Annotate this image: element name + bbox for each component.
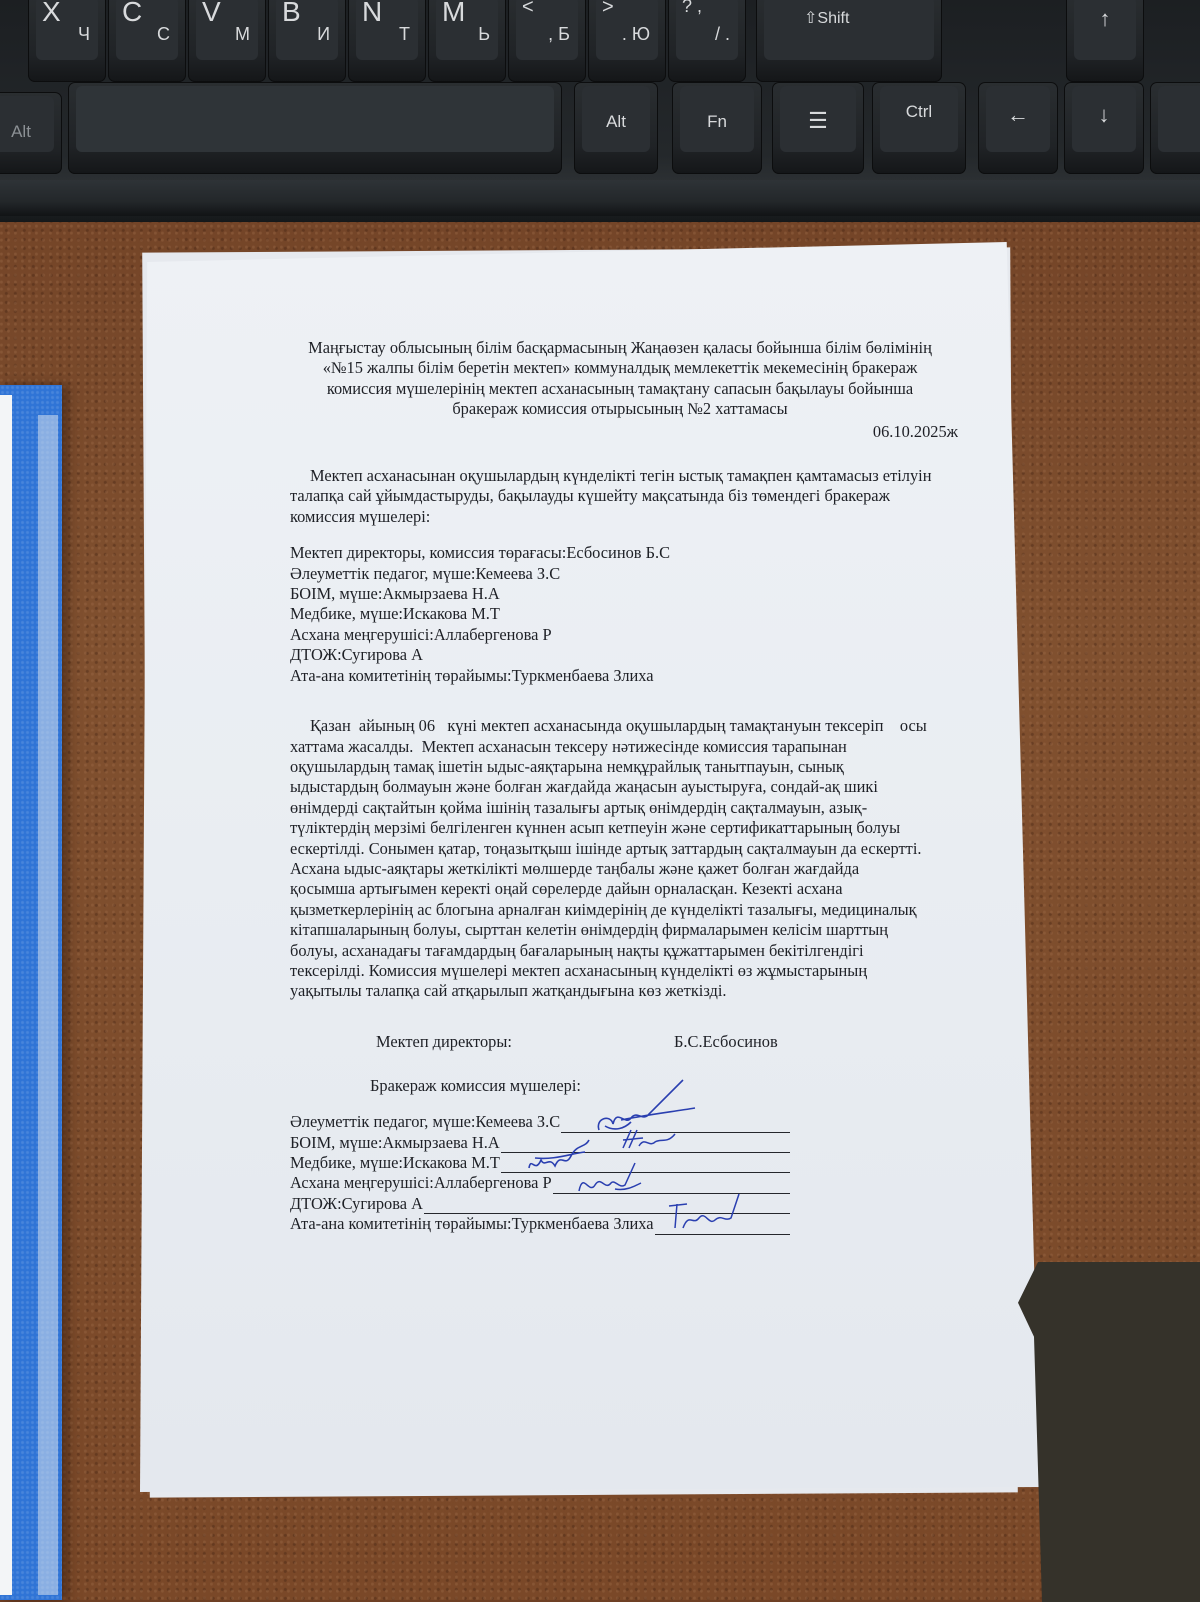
menu-icon: ☰ — [808, 108, 828, 133]
signature-label: Ата-ана комитетінің төрайымы:Туркменбаева Злиха — [290, 1214, 654, 1234]
signature-label: ДТОЖ:Сугирова А — [290, 1193, 423, 1213]
title-line: «№15 жалпы білім беретін мектеп» коммуналдық мемлекеттік мекемесінің бракераж — [322, 358, 918, 378]
key-ctrl: Ctrl — [872, 82, 966, 174]
document-content — [290, 338, 970, 1235]
key-fn: Fn — [672, 82, 762, 174]
signature-line — [501, 1156, 790, 1173]
body-line: хаттама жасалды. Мектеп асханасын тексеру нәтижесінде комиссия тарапынан — [290, 736, 847, 756]
signature-label: БОІМ, мүше:Акмырзаева Н.А — [290, 1132, 500, 1152]
director-signature-block — [290, 1032, 970, 1054]
signature-row — [290, 1112, 790, 1132]
signature-row — [290, 1153, 790, 1173]
intro-paragraph: Мектеп асханасынан оқушылардың күнделікті тегін ыстық тамақпен қамтамасыз етілуін талапқа сай ұйымдастыруды, бақылауды күшейту мақсатында біз төмендегі бракераж комиссия мүшелері: — [290, 466, 932, 526]
member-item: ДТОЖ:Сугирова А — [290, 645, 423, 665]
handwritten-signature — [575, 1161, 645, 1197]
member-item: Медбике, мүше:Искакова М.Т — [290, 604, 500, 624]
keyboard — [0, 0, 1200, 222]
director-name: Б.С.Есбосинов — [674, 1031, 778, 1051]
body-line: түліктердің мерзімі белгіленген күннен асып кетпеуін және сертификаттарының болуы — [290, 818, 901, 838]
signature-label: Әлеуметтік педагог, мүше:Кемеева З.С — [290, 1112, 561, 1132]
document-date: 06.10.2025ж — [872, 421, 958, 441]
key-arrow-up: ↑ — [1066, 0, 1144, 82]
body-line: ескертілді. Сонымен қатар, тоңазытқыш ішінде артық заттардың сақталмауын да ескертті. — [290, 838, 922, 858]
body-line: Асхана ыдыс-аяқтары жеткілікті мөлшерде таңбалы және қажет болған жағдайда — [290, 858, 860, 878]
key-x: X Ч — [28, 0, 106, 82]
director-role: Мектеп директоры: — [376, 1031, 512, 1051]
signature-row — [290, 1214, 790, 1234]
key-slash: ? , / . — [668, 0, 746, 82]
key-n: N Т — [348, 0, 426, 82]
key-arrow-left — [978, 82, 1058, 174]
blue-folder — [0, 385, 62, 1600]
members-list — [290, 543, 970, 686]
body-line: қызметкерлерінің ас блогына арналған киімдерінің де күнделікті тазалығы, медициналық — [290, 899, 917, 919]
member-item: Асхана меңгерушісі:Аллабергенова Р — [290, 624, 552, 644]
handwritten-signature — [665, 1192, 745, 1236]
key-menu — [772, 82, 864, 174]
key-partial-right — [1150, 82, 1200, 174]
title-line: Маңғыстау облысының білім басқармасының Жаңаөзен қаласы бойынша білім бөлімінің — [308, 338, 932, 357]
body-line: болуы, асханадағы тағамдардың бағаларының нақты құжаттарымен бекітілгендігі — [290, 940, 864, 960]
member-item: Ата-ана комитетінің төрайымы:Туркменбаева Злиха — [290, 665, 654, 685]
body-line: Қазан айының 06 күні мектеп асханасында оқушылардың тамақтануын тексеріп осы — [310, 716, 927, 736]
body-line: оқушылардың тамақ ішетін ыдыс-аяқтарына немқұрайлық танытпауын, сынық — [290, 756, 844, 776]
member-item: Мектеп директоры, комиссия төрағасы:Есбосинов Б.С — [290, 543, 671, 563]
key-m: M Ь — [428, 0, 506, 82]
key-arrow-down — [1064, 82, 1144, 174]
key-c: C С — [108, 0, 186, 82]
key-left-alt: Alt — [0, 92, 62, 174]
body-paragraph — [290, 716, 970, 1002]
body-line: тексерілді. Комиссия мүшелері мектеп асханасының күнделікті өз жұмыстарының — [290, 960, 868, 980]
arrow-down-icon: ↓ — [1098, 102, 1110, 127]
folder-sleeve — [38, 415, 58, 1595]
key-v: V М — [188, 0, 266, 82]
arrow-left-icon: ← — [1007, 102, 1029, 127]
signature-label: Асхана меңгерушісі:Аллабергенова Р — [290, 1173, 552, 1193]
member-item: Әлеуметтік педагог, мүше:Кемеева З.С — [290, 563, 561, 583]
title-line: комиссия мүшелерінің мектеп асханасының тамақтану сапасын бақылауы бойынша — [326, 378, 914, 398]
key-space — [68, 82, 562, 174]
signature-list — [290, 1112, 970, 1234]
signature-label: Медбике, мүше:Искакова М.Т — [290, 1152, 500, 1172]
body-line: өнімдерді сақтайтын қойма ішінің тазалығы артық өнімдердің сақталмауын, азық- — [290, 797, 868, 817]
commission-label: Бракераж комиссия мүшелері: — [370, 1075, 581, 1095]
title-line: бракераж комиссия отырысының №2 хаттамасы — [452, 399, 788, 419]
body-line: қосымша артығымен керекті оңай сөрелерде дайын орналасқан. Кезекті асхана — [290, 879, 843, 899]
member-item: БОІМ, мүше:Акмырзаева Н.А — [290, 584, 500, 604]
body-line: уақытылы талапқа сай атқарылып жатқандығына көз жеткізді. — [290, 981, 727, 1001]
key-shift: ⇧Shift — [756, 0, 942, 82]
key-comma: < , Б — [508, 0, 586, 82]
handwritten-signature — [619, 1126, 679, 1152]
key-period: > . Ю — [588, 0, 666, 82]
body-line: кітапшаларының болуы, сырттан келетін өнімдердің фирмаларымен келісім шарттың — [290, 920, 889, 940]
signature-line — [655, 1218, 790, 1235]
folder-pages — [0, 395, 12, 1595]
document-title — [280, 338, 960, 420]
key-right-alt: Alt — [574, 82, 658, 174]
body-line: ыдыстардың болмауын және болған жағдайда жаңасын ауыстыруға, сондай-ақ шикі — [290, 777, 878, 797]
key-b: B И — [268, 0, 346, 82]
keyboard-rail — [0, 180, 1200, 216]
cleaning-cloth — [1018, 1262, 1200, 1602]
